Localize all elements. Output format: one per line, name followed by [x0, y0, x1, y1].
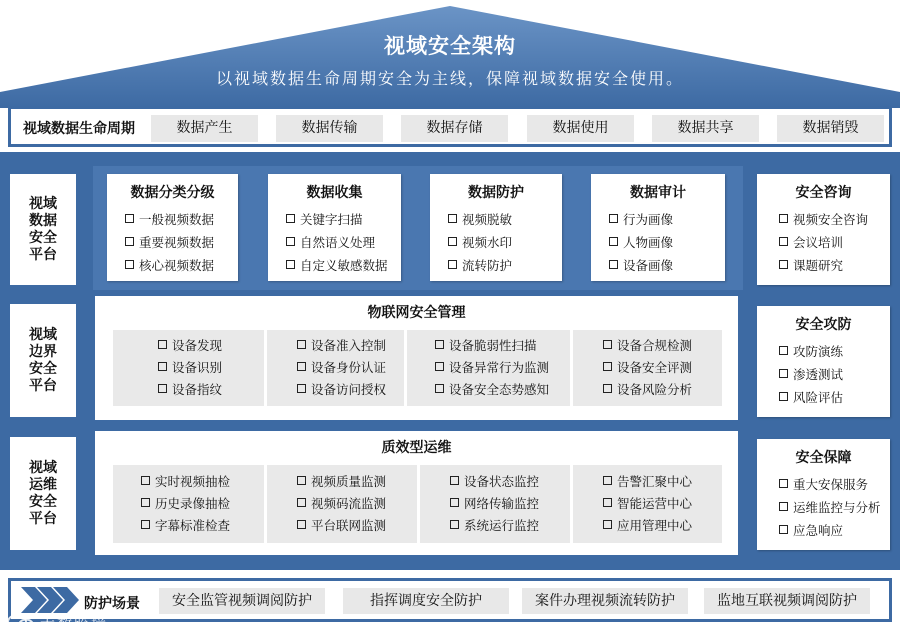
- ops-group: [267, 465, 417, 543]
- list-item: 设备安全态势感知: [435, 379, 570, 401]
- page-subtitle: 以视域数据生命周期安全为主线，保障视域数据安全使用。: [215, 69, 684, 88]
- card-title: 安全咨询: [795, 185, 852, 201]
- lifecycle-stage: 数据销毁: [777, 115, 884, 142]
- list-item: 自定义敏感数据: [286, 254, 401, 277]
- iot-group: [573, 330, 722, 406]
- list-item: 运维监控与分析: [779, 496, 890, 519]
- card-security-attack-defense: [757, 306, 890, 417]
- lifecycle-row: [8, 106, 892, 147]
- list-item: 会议培训: [779, 231, 890, 254]
- watermark-text: 大数跨境: [40, 615, 109, 633]
- list-item: 视频水印: [448, 231, 562, 254]
- list-item: 行为画像: [609, 208, 725, 231]
- lifecycle-label: 视域数据生命周期: [23, 121, 135, 137]
- list-item: 自然语义处理: [286, 231, 401, 254]
- iot-security-section: [95, 296, 738, 420]
- list-item: 攻防演练: [779, 340, 890, 363]
- list-item: 关键字扫描: [286, 208, 401, 231]
- list-item: 视频码流监测: [297, 493, 417, 515]
- card-title: 数据防护: [468, 185, 524, 201]
- list-item: 设备画像: [609, 254, 725, 277]
- card-title: 数据审计: [630, 185, 686, 201]
- list-item: 课题研究: [779, 254, 890, 277]
- iot-group: [407, 330, 570, 406]
- list-item: 设备身份认证: [297, 357, 404, 379]
- list-item: 流转防护: [448, 254, 562, 277]
- list-item: 视频质量监测: [297, 471, 417, 493]
- lifecycle-stage: 数据传输: [276, 115, 383, 142]
- list-item: 设备识别: [158, 357, 264, 379]
- card-data-classification: [107, 174, 238, 281]
- list-item: 应用管理中心: [603, 515, 722, 537]
- list-item: 设备脆弱性扫描: [435, 335, 570, 357]
- scenes-label: 防护场景: [84, 596, 140, 612]
- lifecycle-stage: 数据共享: [652, 115, 759, 142]
- list-item: 渗透测试: [779, 363, 890, 386]
- list-item: 核心视频数据: [125, 254, 238, 277]
- card-data-protection: [430, 174, 562, 281]
- iot-group: [267, 330, 404, 406]
- list-item: 告警汇聚中心: [603, 471, 722, 493]
- section-title: 质效型运维: [381, 440, 452, 456]
- scene-item: 监地互联视频调阅防护: [704, 588, 870, 614]
- ops-group: [113, 465, 264, 543]
- ops-group: [573, 465, 722, 543]
- scene-item: 指挥调度安全防护: [343, 588, 509, 614]
- list-item: 设备安全评测: [603, 357, 722, 379]
- list-item: 人物画像: [609, 231, 725, 254]
- card-security-assurance: [757, 439, 890, 550]
- page-title: 视域安全架构: [384, 34, 516, 58]
- iot-group: [113, 330, 264, 406]
- list-item: 应急响应: [779, 519, 890, 542]
- card-data-collection: [268, 174, 401, 281]
- card-title: 安全攻防: [795, 317, 852, 333]
- ops-group: [420, 465, 570, 543]
- section-title: 物联网安全管理: [367, 305, 466, 321]
- protection-scenes-row: [8, 578, 892, 622]
- list-item: 设备指纹: [158, 379, 264, 401]
- card-security-consulting: [757, 174, 890, 285]
- list-item: 视频安全咨询: [779, 208, 890, 231]
- list-item: 视频脱敏: [448, 208, 562, 231]
- lifecycle-stage: 数据存储: [401, 115, 508, 142]
- list-item: 系统运行监控: [450, 515, 570, 537]
- list-item: 设备异常行为监测: [435, 357, 570, 379]
- card-title: 数据分类分级: [130, 185, 215, 201]
- list-item: 风险评估: [779, 386, 890, 409]
- list-item: 设备合规检测: [603, 335, 722, 357]
- list-item: 重要视频数据: [125, 231, 238, 254]
- list-item: 设备准入控制: [297, 335, 404, 357]
- card-data-audit: [591, 174, 725, 281]
- scene-item: 安全监管视频调阅防护: [159, 588, 325, 614]
- list-item: 历史录像抽检: [141, 493, 264, 515]
- list-item: 平台联网监测: [297, 515, 417, 537]
- list-item: 设备访问授权: [297, 379, 404, 401]
- list-item: 设备发现: [158, 335, 264, 357]
- platform-label-data: 视域数据安全平台: [10, 174, 76, 285]
- list-item: 一般视频数据: [125, 208, 238, 231]
- card-title: 数据收集: [306, 185, 363, 201]
- wechat-logo-icon: [6, 612, 36, 634]
- list-item: 设备风险分析: [603, 379, 722, 401]
- chevron-right-icon: [21, 587, 79, 613]
- list-item: 网络传输监控: [450, 493, 570, 515]
- watermark: [6, 612, 136, 634]
- platform-label-ops: 视域运维安全平台: [10, 437, 76, 550]
- card-title: 安全保障: [795, 450, 852, 466]
- list-item: 设备状态监控: [450, 471, 570, 493]
- platform-label-boundary: 视域边界安全平台: [10, 304, 76, 417]
- lifecycle-stage: 数据使用: [527, 115, 634, 142]
- list-item: 重大安保服务: [779, 473, 890, 496]
- lifecycle-stage: 数据产生: [151, 115, 258, 142]
- scene-item: 案件办理视频流转防护: [522, 588, 688, 614]
- list-item: 字幕标准检查: [141, 515, 264, 537]
- ops-section: [95, 431, 738, 555]
- list-item: 实时视频抽检: [141, 471, 264, 493]
- list-item: 智能运营中心: [603, 493, 722, 515]
